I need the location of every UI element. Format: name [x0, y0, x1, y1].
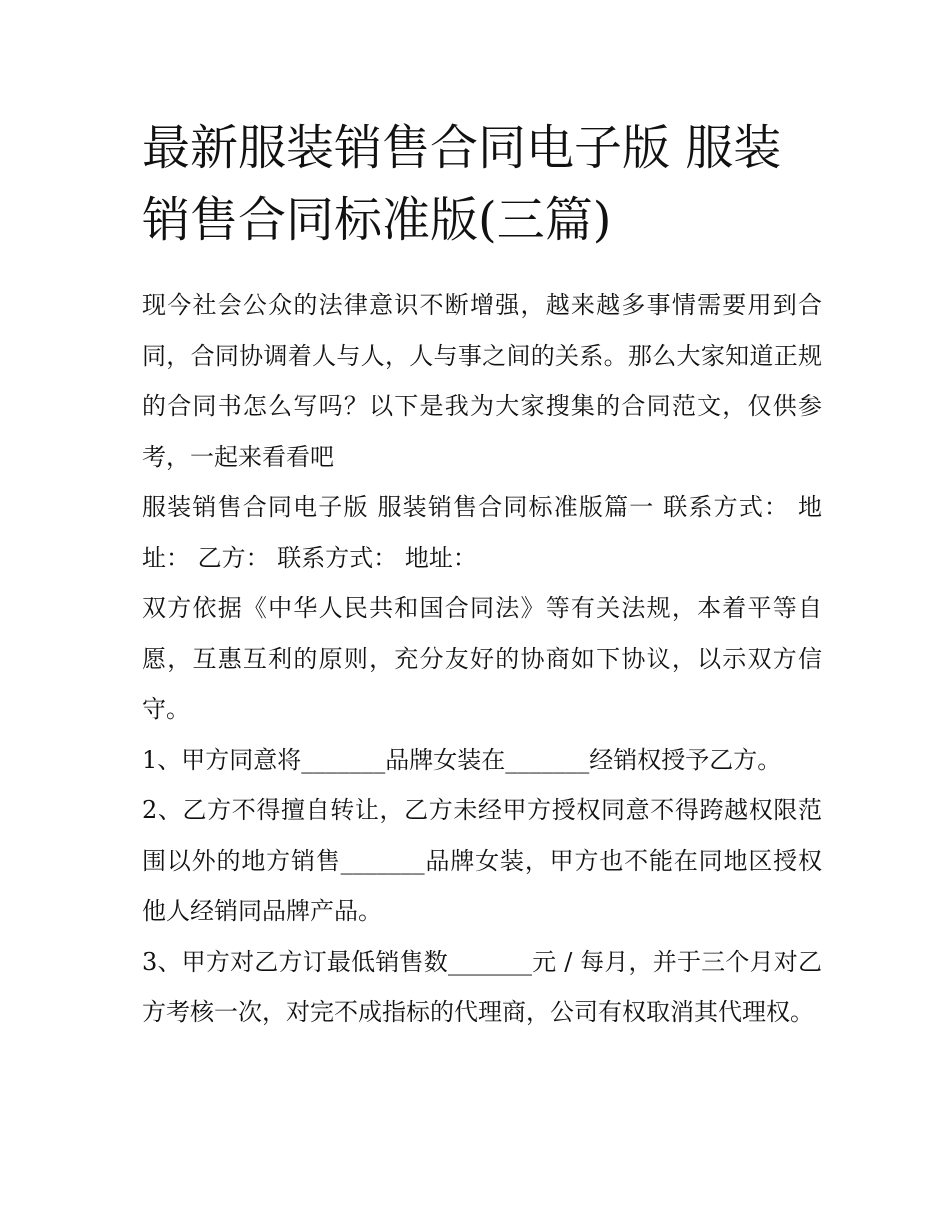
document-title: 最新服装销售合同电子版 服装销售合同标准版(三篇)	[142, 120, 782, 248]
paragraph-clause-3: 3、甲方对乙方订最低销售数_______元 / 每月，并于三个月对乙方考核一次，对完不成指标的代理商，公司有权取消其代理权。	[142, 947, 822, 1026]
paragraph-clause-1: 1、甲方同意将_______品牌女装在_______经销权授予乙方。	[142, 745, 782, 774]
paragraph-agreement-basis: 双方依据《中华人民共和国合同法》等有关法规，本着平等自愿，互惠互利的原则，充分友好的协商如下协议，以示双方信守。	[142, 594, 822, 723]
document-body	[142, 280, 822, 1038]
paragraph-clause-2: 2、乙方不得擅自转让，乙方未经甲方授权同意不得跨越权限范围以外的地方销售_______品牌女装，甲方也不能在同地区授权他人经销同品牌产品。	[142, 796, 822, 925]
paragraph-contract-header: 服装销售合同电子版 服装销售合同标准版篇一 联系方式： 地址： 乙方： 联系方式： 地址：	[142, 493, 822, 572]
paragraph-intro: 现今社会公众的法律意识不断增强，越来越多事情需要用到合同，合同协调着人与人，人与事之间的关系。那么大家知道正规的合同书怎么写吗？以下是我为大家搜集的合同范文，仅供参考，一起来看看吧	[142, 291, 822, 471]
